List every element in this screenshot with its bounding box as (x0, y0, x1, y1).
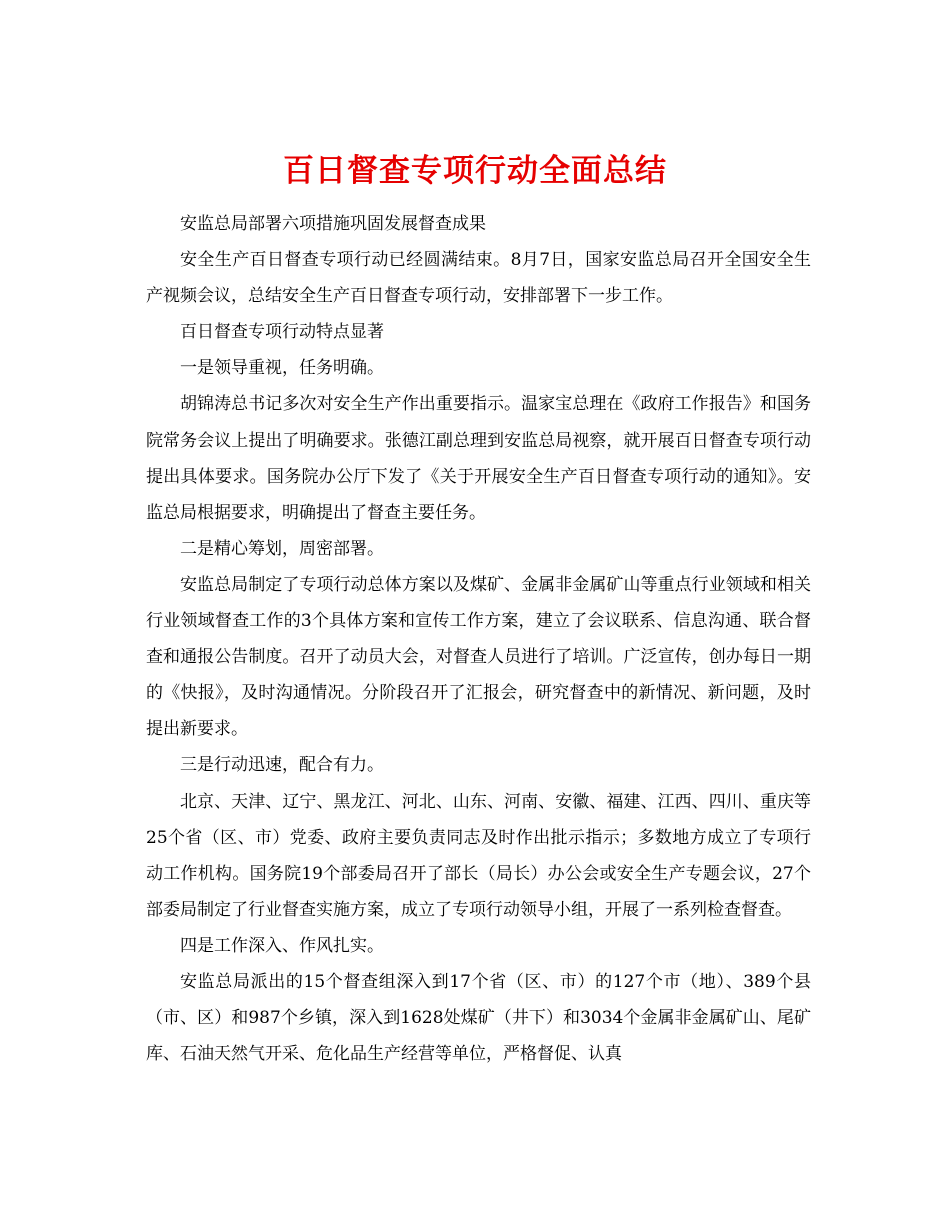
paragraph-intro: 安全生产百日督查专项行动已经圆满结束。8月7日，国家安监总局召开全国安全生产视频会议，总结安全生产百日督查专项行动，安排部署下一步工作。 (146, 250, 811, 307)
document-title: 百日督查专项行动全面总结 (283, 152, 667, 189)
paragraph-point-2: 二是精心筹划，周密部署。 (180, 538, 384, 559)
document-body (146, 206, 811, 1072)
paragraph-point-3: 三是行动迅速，配合有力。 (180, 755, 384, 776)
paragraph-point-3-detail: 北京、天津、辽宁、黑龙江、河北、山东、河南、安徽、福建、江西、四川、重庆等25个省（区、市）党委、政府主要负责同志及时作出批示指示；多数地方成立了专项行动工作机构。国务院19个部委局召开了部长（局长）办公会或安全生产专题会议，27个部委局制定了行业督查实施方案，成立了专项行动领导小组，开展了一系列检查督查。 (146, 791, 811, 920)
paragraph-point-4-detail: 安监总局派出的15个督查组深入到17个省（区、市）的127个市（地）、389个县（市、区）和987个乡镇，深入到1628处煤矿（井下）和3034个金属非金属矿山、尾矿库、石油天然气开采、危化品生产经营等单位，严格督促、认真 (146, 971, 811, 1065)
paragraph-point-1: 一是领导重视，任务明确。 (180, 358, 384, 379)
paragraph-point-4: 四是工作深入、作风扎实。 (180, 935, 384, 956)
paragraph-subheading: 安监总局部署六项措施巩固发展督查成果 (180, 214, 486, 234)
paragraph-point-2-detail: 安监总局制定了专项行动总体方案以及煤矿、金属非金属矿山等重点行业领域和相关行业领域督查工作的3个具体方案和宣传工作方案，建立了会议联系、信息沟通、联合督查和通报公告制度。召开了动员大会，对督查人员进行了培训。广泛宣传，创办每日一期的《快报》，及时沟通情况。分阶段召开了汇报会，研究督查中的新情况、新问题，及时提出新要求。 (146, 574, 811, 740)
paragraph-point-1-detail: 胡锦涛总书记多次对安全生产作出重要指示。温家宝总理在《政府工作报告》和国务院常务会议上提出了明确要求。张德江副总理到安监总局视察，就开展百日督查专项行动提出具体要求。国务院办公厅下发了《关于开展安全生产百日督查专项行动的通知》。安监总局根据要求，明确提出了督查主要任务。 (146, 394, 811, 523)
paragraph-section-heading: 百日督查专项行动特点显著 (180, 322, 384, 343)
